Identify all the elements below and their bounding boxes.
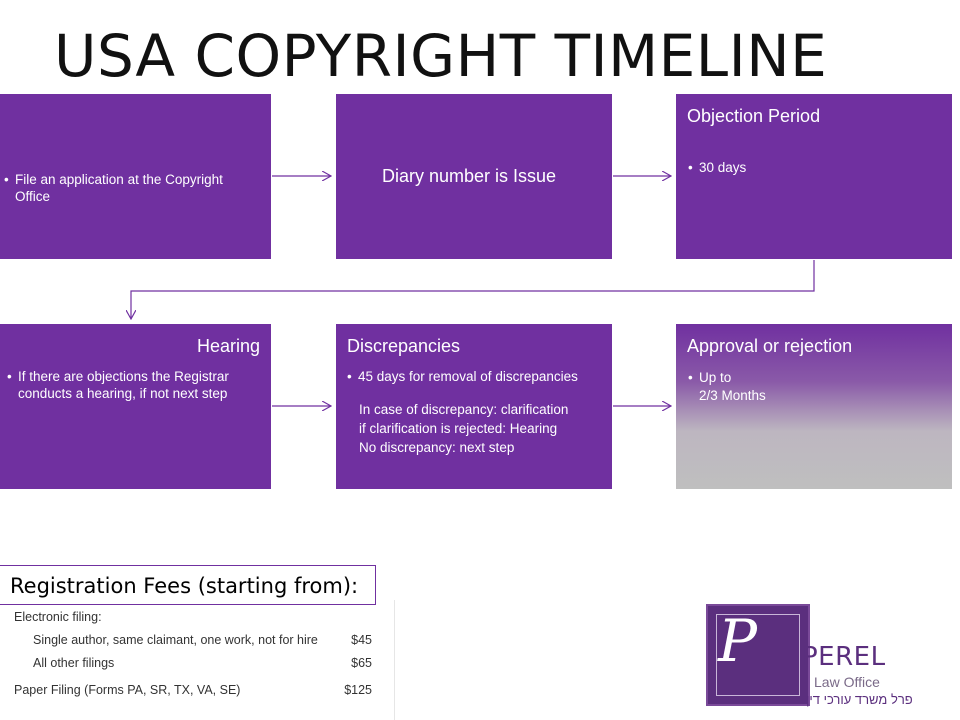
step-bullet: • If there are objections the Registrar conducts a hearing, if not next step [7,368,257,402]
step-bullets [7,368,257,402]
fees-title-box [0,565,376,605]
step-bullet: • 45 days for removal of discrepancies [347,368,607,385]
fee-row [33,633,373,647]
logo-mark [706,604,810,706]
step-bullets [688,368,938,387]
step-bullets [347,368,607,385]
step-heading: Discrepancies [347,336,461,356]
step-box-diary-number [336,94,612,259]
arrow-3-to-4 [131,260,814,319]
step-bullets [688,159,938,176]
step-note: 2/3 Months [699,388,766,403]
step-note: if clarification is rejected: Hearing [359,420,558,436]
step-notes [359,401,568,458]
fee-label: Paper Filing (Forms PA, SR, TX, VA, SE) [14,683,241,697]
fees-section-label: Electronic filing: [14,610,102,624]
fee-price: $65 [351,656,372,670]
fee-label: All other filings [33,656,115,670]
step-heading: Objection Period [687,106,821,126]
step-heading: Hearing [196,336,260,356]
fee-price: $45 [351,633,372,647]
step-note: No discrepancy: next step [359,440,515,455]
logo-name: PEREL [802,642,886,672]
step-heading: Approval or rejection [687,336,853,356]
step-heading: Diary number is Issue [382,166,557,186]
logo-subtitle: Law Office [814,674,880,690]
step-bullet: • Up to [688,368,938,387]
step-box-file-application [0,94,271,259]
step-box-hearing [0,324,271,489]
step-box-discrepancies [336,324,612,489]
fee-price: $125 [344,683,372,697]
fees-table [0,600,394,720]
step-note: In case of discrepancy: clarification [359,402,569,417]
fee-label: Single author, same claimant, one work, not for hire [33,633,318,647]
logo-hebrew: פרל משרד עורכי דין [806,692,913,707]
step-bullet: • File an application at the Copyright Office [4,171,254,205]
fees-title: Registration Fees (starting from): [10,574,359,598]
step-box-approval [676,324,952,489]
fee-row [33,656,114,670]
step-bullets [4,171,254,205]
step-bullet: • 30 days [688,159,938,176]
fee-row [14,683,240,697]
perel-logo [706,604,918,710]
logo-monogram: P [718,607,758,675]
step-box-objection-period [676,94,952,259]
slide-title: USA COPYRIGHT TIMELINE [54,22,828,90]
